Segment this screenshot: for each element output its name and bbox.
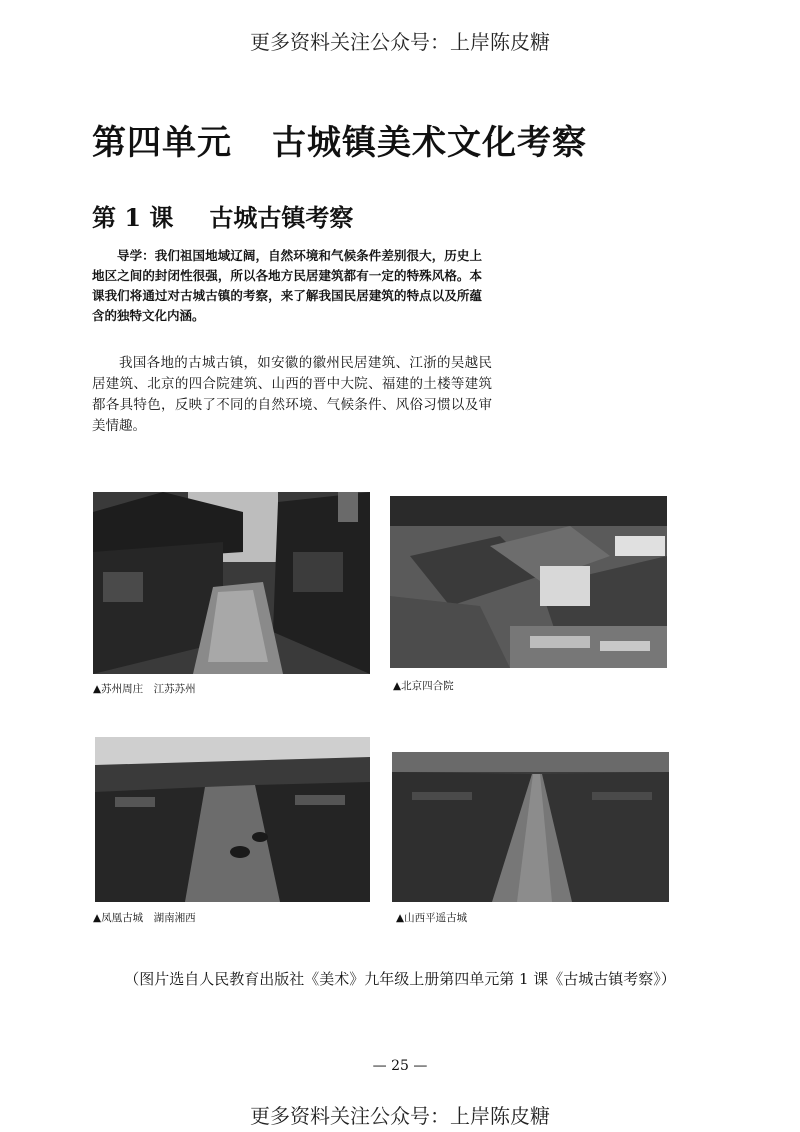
source-note: （图片选自人民教育出版社《美术》九年级上册第四单元第 1 课《古城古镇考察》） bbox=[124, 970, 676, 988]
lesson-number: 第 1 课 bbox=[92, 203, 174, 232]
unit-number: 第四单元 bbox=[92, 123, 232, 163]
header-banner: 更多资料关注公众号：上岸陈皮糖 bbox=[250, 30, 550, 54]
caption-zhouzhuang: ▲苏州周庄 江苏苏州 bbox=[93, 683, 196, 695]
caption-siheyuan: ▲北京四合院 bbox=[393, 680, 454, 692]
body-paragraph: 我国各地的古城古镇，如安徽的徽州民居建筑、江浙的吴越民居建筑、北京的四合院建筑、山西的晋中大院、福建的土楼等建筑都各具特色，反映了不同的自然环境、气候条件、风俗习惯以及审美情趣。 bbox=[92, 355, 492, 434]
lesson-title bbox=[92, 198, 353, 233]
unit-title bbox=[92, 115, 587, 164]
caption-pingyao: ▲山西平遥古城 bbox=[396, 912, 468, 924]
caption-fenghuang: ▲凤凰古城 湖南湘西 bbox=[93, 912, 196, 924]
photo-siheyuan bbox=[390, 496, 667, 668]
photo-fenghuang bbox=[95, 737, 370, 902]
photo-pingyao bbox=[392, 752, 669, 902]
footer-banner: 更多资料关注公众号：上岸陈皮糖 bbox=[250, 1104, 550, 1128]
photo-zhouzhuang bbox=[93, 492, 370, 674]
unit-title-text: 古城镇美术文化考察 bbox=[272, 123, 587, 163]
page-number: — 25 — bbox=[372, 1058, 428, 1074]
intro-paragraph: 导学：我们祖国地域辽阔，自然环境和气候条件差别很大，历史上地区之间的封闭性很强，所以各地方民居建筑都有一定的特殊风格。本课我们将通过对古城古镇的考察，来了解我国民居建筑的特点以及所蕴含的独特文化内涵。 bbox=[92, 248, 482, 323]
lesson-title-text: 古城古镇考察 bbox=[209, 203, 354, 232]
